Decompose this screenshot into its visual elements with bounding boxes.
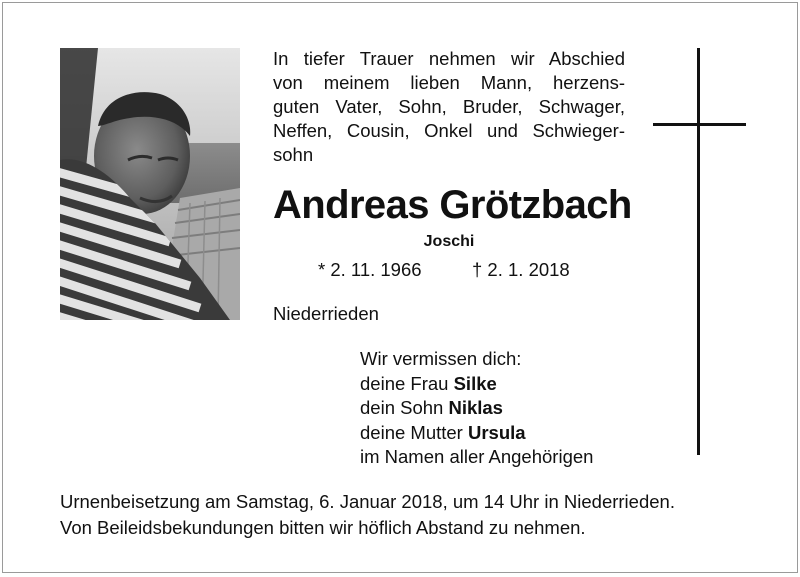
intro-line: sohn — [273, 144, 314, 165]
burial-info: Urnenbeisetzung am Samstag, 6. Januar 2018, um 14 Uhr in Niederrieden. — [60, 491, 675, 512]
intro-line: Neffen, Cousin, Onkel und Schwieger- — [273, 120, 625, 141]
intro-line: von meinem lieben Mann, herzens- — [273, 72, 625, 93]
intro-line: In tiefer Trauer nehmen wir Abschied — [273, 48, 625, 69]
portrait-photo — [60, 48, 240, 320]
mourners-heading: Wir vermissen dich: — [360, 348, 522, 369]
mourner-son — [360, 396, 593, 421]
relation-label: deine Mutter — [360, 421, 468, 443]
obituary-notice — [2, 2, 798, 573]
cross-vertical-bar — [697, 48, 700, 455]
funeral-details — [60, 489, 675, 541]
relation-label: dein Sohn — [360, 397, 449, 418]
cross-horizontal-bar — [653, 123, 746, 126]
deceased-nickname: Joschi — [423, 233, 475, 250]
mourners-list — [360, 347, 593, 470]
relation-label: deine Frau — [360, 372, 454, 394]
hometown: Niederrieden — [273, 303, 379, 324]
birth-date: * 2. 11. 1966 — [318, 259, 422, 280]
mourner-mother — [360, 421, 593, 446]
death-date: † 2. 1. 2018 — [472, 259, 570, 280]
mourner-wife — [360, 372, 593, 397]
intro-line: guten Vater, Sohn, Bruder, Schwager, — [273, 96, 625, 117]
deceased-name: Andreas Grötzbach — [273, 183, 632, 227]
condolence-note: Von Beileidsbekundungen bitten wir höflich Abstand zu nehmen. — [60, 517, 586, 538]
intro-text — [273, 47, 625, 167]
mourners-closing: im Namen aller Angehörigen — [360, 446, 594, 467]
mourner-name: Niklas — [448, 397, 503, 418]
mourner-name: Silke — [453, 372, 497, 394]
mourner-name: Ursula — [467, 421, 526, 443]
